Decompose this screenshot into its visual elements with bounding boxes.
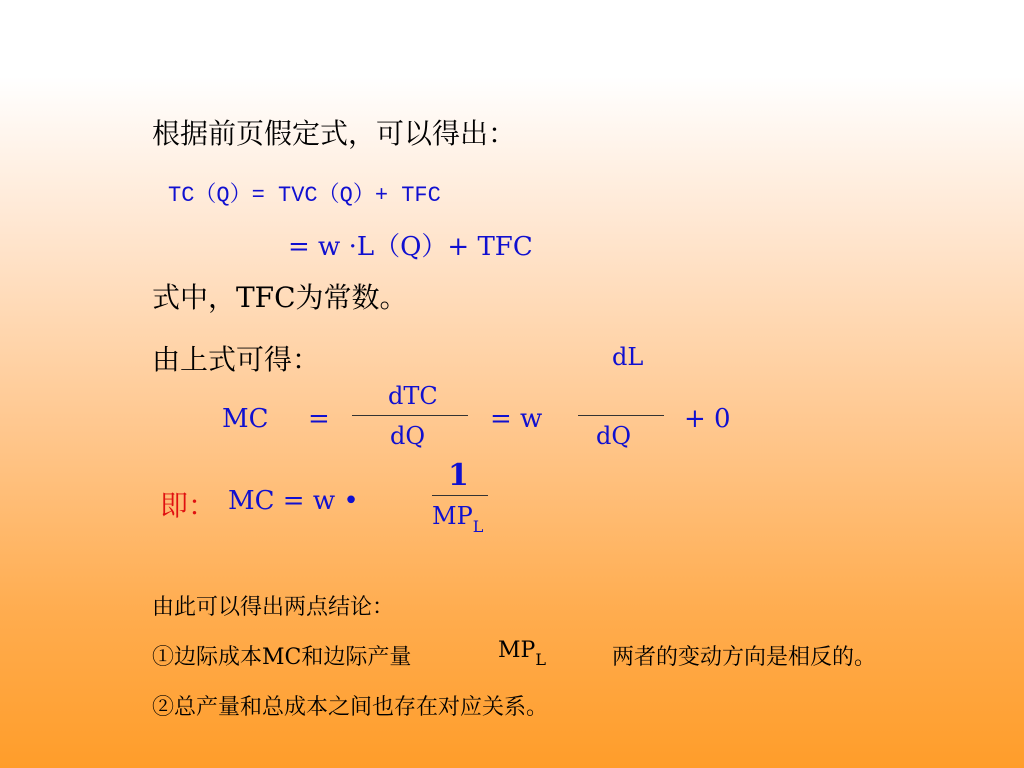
result-fraction-line <box>432 495 488 496</box>
conclusion-mp-subscript: L <box>535 650 546 669</box>
equals-w: = w <box>490 404 543 434</box>
conclusion-1-prefix: ①边际成本MC和边际产量 <box>152 645 412 670</box>
mp-text: MP <box>432 502 473 530</box>
equation-total-cost: TC（Q）= TVC（Q）+ TFC <box>168 183 441 208</box>
frac-b-numerator: dL <box>612 343 644 371</box>
conclusion-1-mp <box>498 638 546 669</box>
equation-labor-cost: = w ·L（Q）+ TFC <box>288 232 533 262</box>
mc-label: MC <box>222 404 269 434</box>
frac-a-denominator: dQ <box>390 422 426 450</box>
conclusions-heading: 由此可以得出两点结论： <box>152 595 395 620</box>
result-numerator: 1 <box>448 458 469 493</box>
frac-b-line <box>578 415 664 416</box>
conclusion-1-suffix: 两者的变动方向是相反的。 <box>612 645 877 670</box>
conclusion-2: ②总产量和总成本之间也存在对应关系。 <box>152 695 549 720</box>
mp-subscript: L <box>472 517 484 536</box>
frac-a-numerator: dTC <box>388 382 438 410</box>
frac-b-denominator: dQ <box>596 422 632 450</box>
conclusion-mp-text: MP <box>498 638 536 663</box>
constant-note: 式中，TFC为常数。 <box>152 281 408 314</box>
intro-line: 根据前页假定式，可以得出： <box>152 117 517 150</box>
derive-line: 由上式可得： <box>152 343 321 376</box>
result-expression: MC = w • <box>228 486 359 516</box>
mc-equals: = <box>308 404 330 434</box>
plus-zero: + 0 <box>684 404 731 434</box>
frac-a-line <box>352 415 468 416</box>
result-prefix: 即： <box>160 489 217 522</box>
result-denominator <box>432 502 483 536</box>
